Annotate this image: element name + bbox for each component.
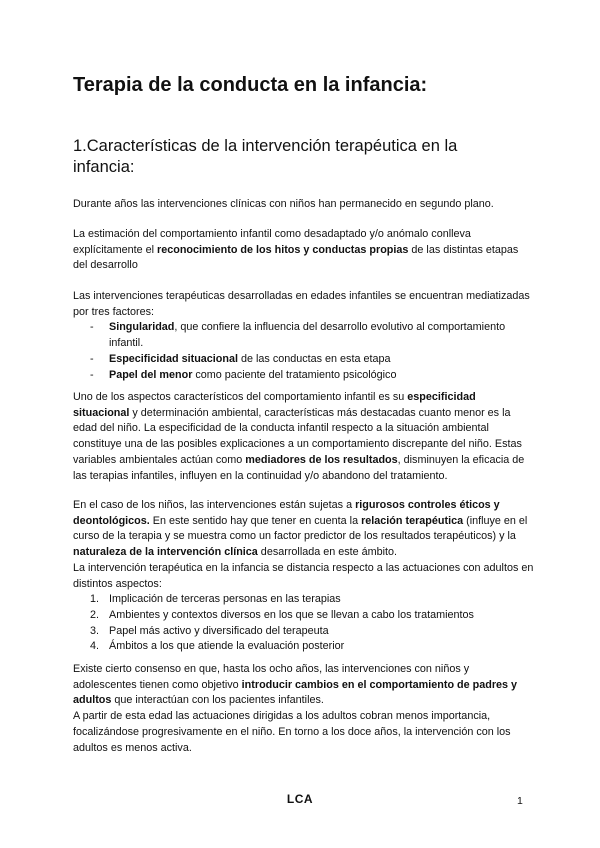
factors-intro: Las intervenciones terapéuticas desarrolladas en edades infantiles se encuentran mediatizadas por tres factores: [73, 290, 530, 318]
paragraph-intro: Durante años las intervenciones clínicas con niños han permanecido en segundo plano. [73, 198, 494, 210]
page-number: 1 [517, 795, 523, 807]
list-item: 2. Ambientes y contextos diversos en los que se llevan a cabo los tratamientos [90, 608, 474, 621]
ethics-text: En el caso de los niños, las intervenciones están sujetas a rigurosos controles éticos y deontológicos. En este sentido hay que tener en cuenta la relación terapéutica (influye en el curso de la terapia y se muestra como un factor predictor de los resultados terapéuticos) y la naturaleza de la intervención clínica desarrollada en este ámbito. [73, 499, 528, 559]
section-heading: 1.Características de la intervención terapéutica en la infancia: [73, 137, 458, 176]
footer-label: LCA [286, 792, 314, 806]
paragraph-estimation: La estimación del comportamiento infantil como desadaptado y/o anómalo conlleva explícitamente el reconocimiento de los hitos y conductas propias de las distintas etapas del desarrollo [73, 228, 519, 272]
differences-intro: La intervención terapéutica en la infancia se distancia respecto a las actuaciones con adultos en distintos aspectos: [73, 561, 534, 590]
list-item: 1. Implicación de terceras personas en las terapias [90, 593, 341, 606]
consensus-continuation: A partir de esta edad las actuaciones dirigidas a los adultos cobran menos importancia, focalizándose progresivamente en el niño. En torno a los doce años, la intervención con los adultos es menos activa. [73, 710, 511, 754]
paragraph-specificity: Uno de los aspectos característicos del comportamiento infantil es su especificidad situacional y determinación ambiental, características más destacadas cuanto menor es la edad del niño. La especificidad de la conducta infantil respecto a la situación ambiental constituye una de las posibles explicaciones a un comportamiento discrepante del niño. Estas variables ambientales actúan como mediadores de los resultados, disminuyen la eficacia de las terapias infantiles, influyen en la continuidad y/o abandono del tratamiento. [73, 391, 525, 482]
list-item: - Papel del menor como paciente del tratamiento psicológico [73, 368, 535, 384]
paragraph-consensus [73, 662, 535, 756]
list-item: - Singularidad, que confiere la influencia del desarrollo evolutivo al comportamiento infantil. [73, 320, 535, 351]
list-item: 3. Papel más activo y diversificado del terapeuta [90, 624, 329, 637]
paragraph-ethics [73, 498, 535, 655]
list-item: - Especificidad situacional de las conductas en esta etapa [73, 352, 535, 368]
differences-list [73, 592, 535, 655]
document-title: Terapia de la conducta en la infancia: [73, 74, 428, 96]
paragraph-factors [73, 289, 535, 383]
consensus-text: Existe cierto consenso en que, hasta los ocho años, las intervenciones con niños y adolescentes tienen como objetivo introducir cambios en el comportamiento de padres y adultos que interactúan con los pacientes infantiles. [73, 663, 518, 707]
factors-list [73, 320, 535, 383]
list-item: 4. Ámbitos a los que atiende la evaluación posterior [90, 640, 345, 653]
